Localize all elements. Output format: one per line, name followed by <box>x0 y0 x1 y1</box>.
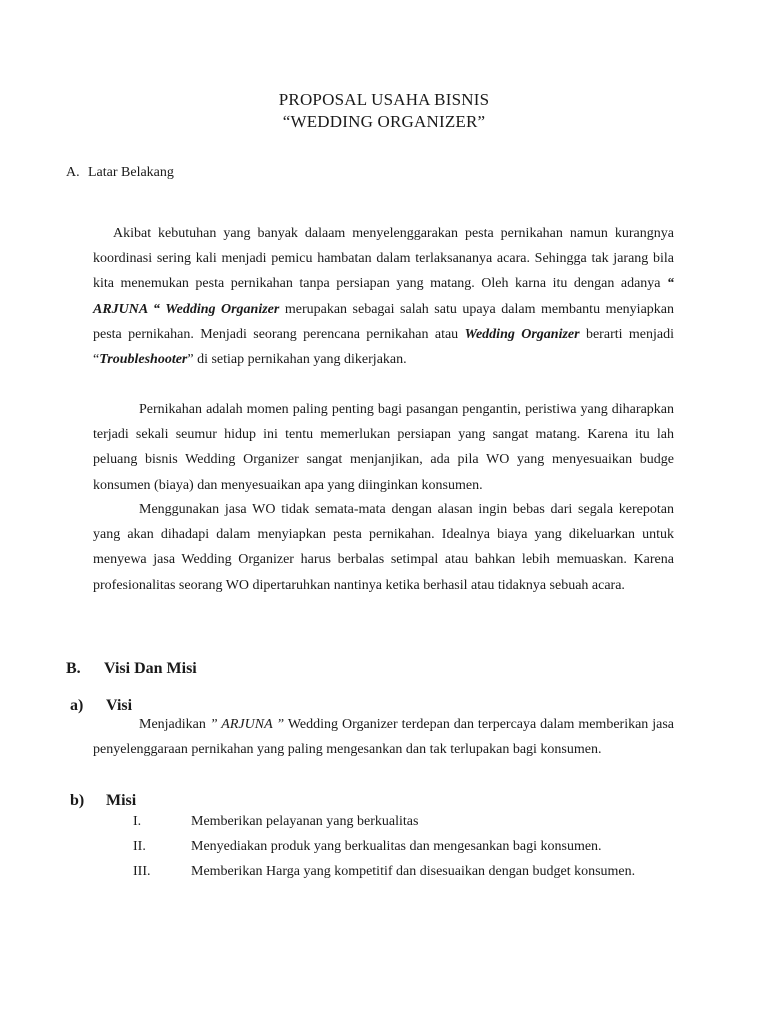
list-item <box>133 859 674 884</box>
latar-belakang-paragraph-1 <box>93 221 674 372</box>
document-title-line1: PROPOSAL USAHA BISNIS <box>278 90 490 109</box>
misi-text: Memberikan Harga yang kompetitif dan disesuaikan dengan budget konsumen. <box>191 864 636 880</box>
misi-text: Menyediakan produk yang berkualitas dan mengesankan bagi konsumen. <box>191 839 602 855</box>
visi-paragraph <box>93 712 674 762</box>
misi-list <box>133 809 674 885</box>
paragraph-1-wedding-organizer: Wedding Organizer <box>464 326 580 342</box>
section-a-number: A. <box>66 165 80 180</box>
paragraph-1-text-d: ” di setiap pernikahan yang dikerjakan. <box>187 352 407 368</box>
visi-brand-name: ” ARJUNA ” <box>209 717 285 732</box>
section-a-heading <box>66 165 174 181</box>
document-title-line2: “WEDDING ORGANIZER” <box>282 112 486 131</box>
misi-numeral: I. <box>133 814 142 829</box>
misi-heading <box>70 792 136 810</box>
visi-text-a: Menjadikan <box>139 717 210 732</box>
visi-title: Visi <box>106 697 133 714</box>
misi-number: b) <box>70 792 85 809</box>
misi-numeral: II. <box>133 839 146 855</box>
section-b-title: Visi Dan Misi <box>104 660 197 677</box>
paragraph-1-text-c: berarti menjadi “ <box>93 326 674 368</box>
section-a-title: Latar Belakang <box>88 165 174 180</box>
misi-numeral: III. <box>133 864 151 880</box>
paragraph-1-text-b: merupakan sebagai salah satu upaya dalam membantu menyiapkan pesta pernikahan. Menjadi seorang perencana pernikahan atau <box>93 301 674 342</box>
latar-belakang-paragraph-3: Menggunakan jasa WO tidak semata-mata dengan alasan ingin bebas dari segala kerepotan yang akan dihadapi dalam menyiapkan pesta pernikahan. Idealnya biaya yang dikeluarkan untuk menyewa jasa Wedding Organizer harus berbalas setimpal atau bahkan lebih memuaskan. Karena profesionalitas seorang WO dipertaruhkan nantinya ketika berhasil atau tidaknya sebuah acara. <box>93 502 674 593</box>
latar-belakang-paragraph-2: Pernikahan adalah momen paling penting bagi pasangan pengantin, peristiwa yang diharapkan terjadi sekali seumur hidup ini tentu memerlukan persiapan yang sangat matang. Karena itu lah peluang bisnis Wedding Organizer sangat menjanjikan, ada pila WO yang menyesuaikan budge konsumen (biaya) dan menyesuaikan apa yang diinginkan konsumen. <box>93 402 674 493</box>
paragraph-1-troubleshooter: Troubleshooter <box>99 352 188 368</box>
paragraph-1-brand-name: “ ARJUNA “ Wedding Organizer <box>93 276 674 317</box>
section-b-heading <box>66 660 197 678</box>
list-item <box>133 834 674 859</box>
list-item <box>133 809 674 834</box>
visi-text-b: Wedding Organizer terdepan dan terpercaya dalam memberikan jasa penyelenggaraan pernikahan yang paling mengesankan dan tak terlupakan bagi konsumen. <box>93 717 675 758</box>
visi-number: a) <box>70 697 84 714</box>
paragraph-1-text-a: Akibat kebutuhan yang banyak dalaam menyelenggarakan pesta pernikahan namun kurangnya koordinasi sering kali menjadi pemicu hambatan dalam terlaksananya acara. Sehingga tak jarang bila kita menemukan pesta pernikahan tanpa persiapan yang matang. Oleh karna itu dengan adanya <box>93 226 674 292</box>
misi-text: Memberikan pelayanan yang berkualitas <box>191 814 419 829</box>
section-b-number: B. <box>66 660 81 677</box>
misi-title: Misi <box>106 792 137 809</box>
